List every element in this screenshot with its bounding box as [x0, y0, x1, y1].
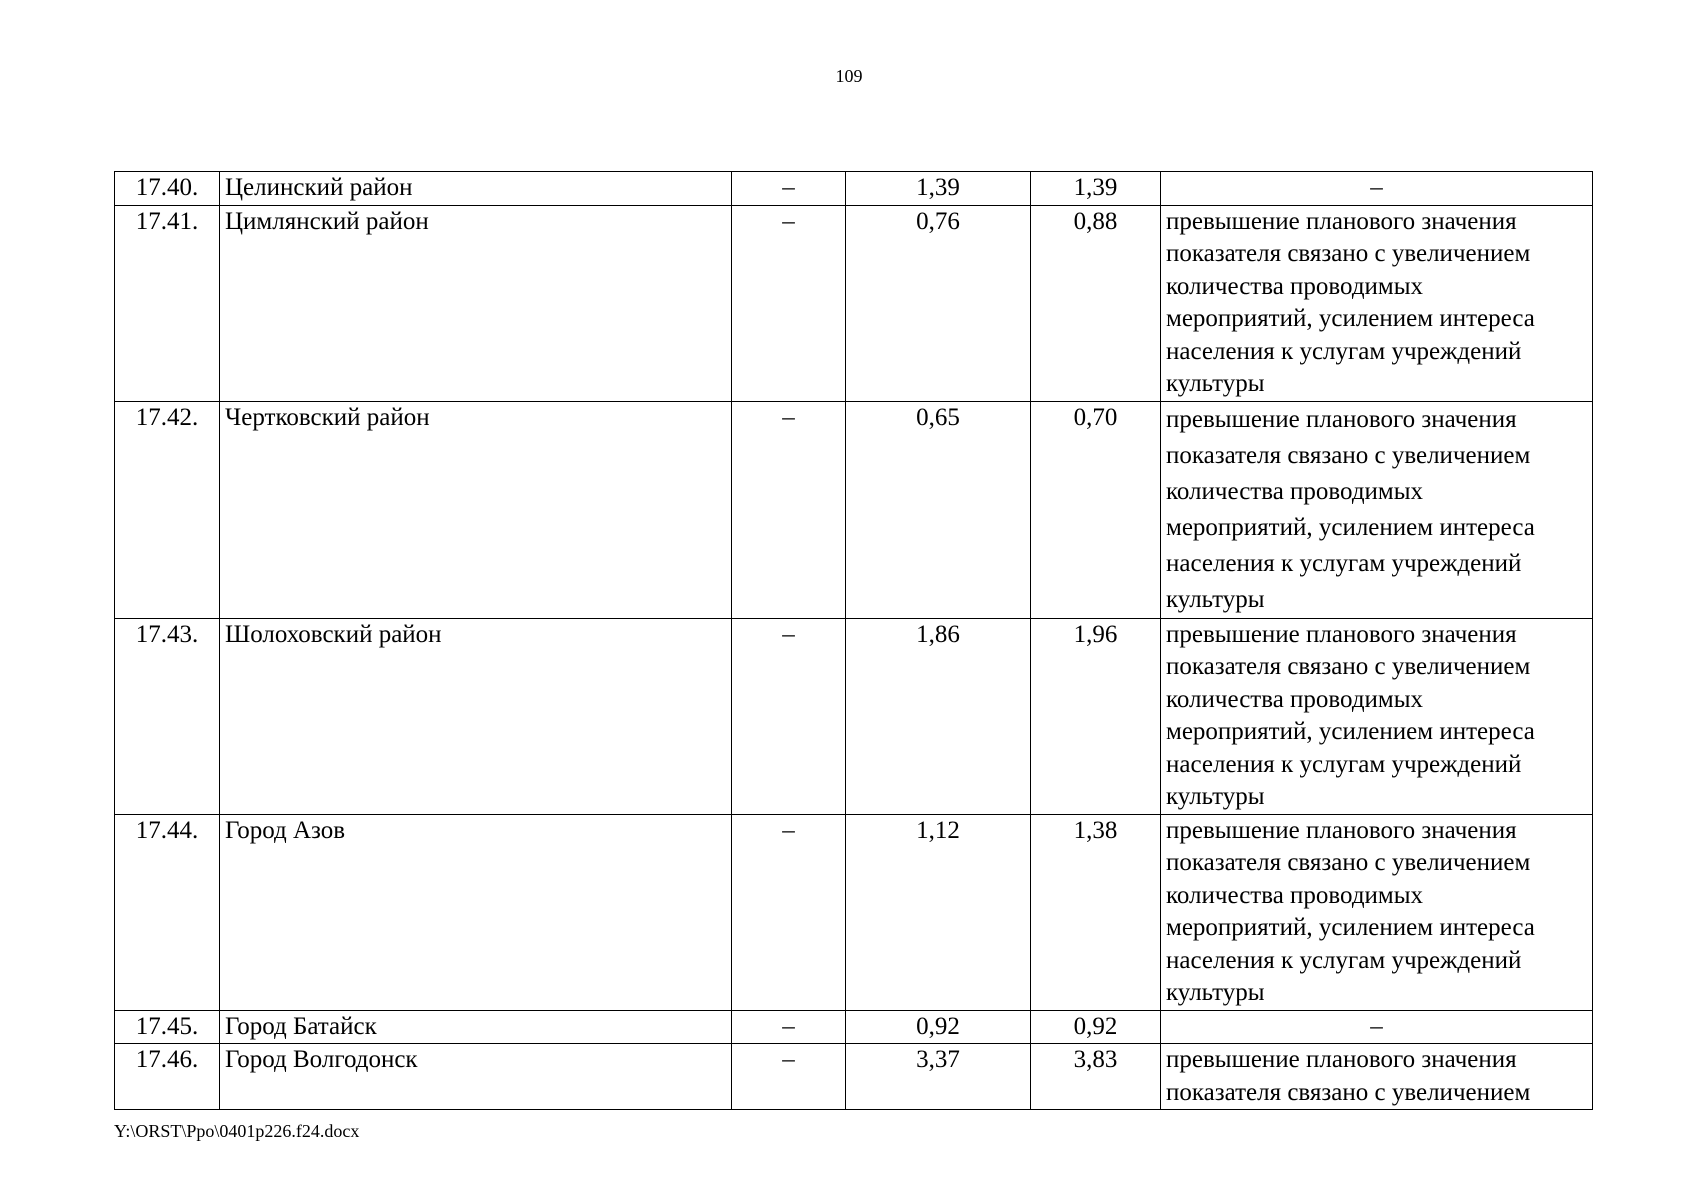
- deviation-note: –: [1161, 172, 1593, 206]
- actual-value: 1,38: [1031, 814, 1161, 1010]
- table-row: [115, 1010, 1593, 1044]
- table-row: [115, 618, 1593, 814]
- planned-value: 1,12: [846, 814, 1031, 1010]
- row-number: 17.45.: [115, 1010, 220, 1044]
- planned-value: 0,76: [846, 205, 1031, 401]
- deviation-note: превышение планового значения показателя связано с увеличением количества проводимых мероприятий, усилением интереса населения к услугам учреждений культуры: [1161, 618, 1593, 814]
- table-row: [115, 205, 1593, 401]
- deviation-note: –: [1161, 1010, 1593, 1044]
- actual-value: 3,83: [1031, 1044, 1161, 1110]
- empty-value-dash: –: [732, 618, 846, 814]
- table-row: [115, 401, 1593, 618]
- deviation-note: превышение планового значения показателя связано с увеличением количества проводимых мероприятий, усилением интереса населения к услугам учреждений культуры: [1161, 401, 1593, 618]
- table-row: [115, 814, 1593, 1010]
- table-row: [115, 1044, 1593, 1110]
- row-number: 17.44.: [115, 814, 220, 1010]
- row-number: 17.46.: [115, 1044, 220, 1110]
- planned-value: 1,86: [846, 618, 1031, 814]
- municipality-name: Целинский район: [220, 172, 732, 206]
- empty-value-dash: –: [732, 172, 846, 206]
- deviation-note: превышение планового значения показателя связано с увеличением количества проводимых мероприятий, усилением интереса населения к услугам учреждений культуры: [1161, 205, 1593, 401]
- actual-value: 1,96: [1031, 618, 1161, 814]
- deviation-note: превышение планового значения показателя связано с увеличением: [1161, 1044, 1593, 1110]
- planned-value: 0,65: [846, 401, 1031, 618]
- municipality-name: Город Азов: [220, 814, 732, 1010]
- row-number: 17.42.: [115, 401, 220, 618]
- municipality-name: Город Батайск: [220, 1010, 732, 1044]
- municipality-name: Чертковский район: [220, 401, 732, 618]
- actual-value: 0,92: [1031, 1010, 1161, 1044]
- row-number: 17.40.: [115, 172, 220, 206]
- planned-value: 1,39: [846, 172, 1031, 206]
- municipality-name: Цимлянский район: [220, 205, 732, 401]
- actual-value: 0,88: [1031, 205, 1161, 401]
- actual-value: 0,70: [1031, 401, 1161, 618]
- empty-value-dash: –: [732, 205, 846, 401]
- empty-value-dash: –: [732, 401, 846, 618]
- planned-value: 3,37: [846, 1044, 1031, 1110]
- document-file-path: Y:\ORST\Ppo\0401p226.f24.docx: [114, 1121, 360, 1141]
- planned-value: 0,92: [846, 1010, 1031, 1044]
- deviation-note: превышение планового значения показателя связано с увеличением количества проводимых мероприятий, усилением интереса населения к услугам учреждений культуры: [1161, 814, 1593, 1010]
- row-number: 17.43.: [115, 618, 220, 814]
- page-number: 109: [835, 66, 863, 86]
- row-number: 17.41.: [115, 205, 220, 401]
- indicator-table: [114, 171, 1593, 1110]
- municipality-name: Город Волгодонск: [220, 1044, 732, 1110]
- table-row: [115, 172, 1593, 206]
- empty-value-dash: –: [732, 1010, 846, 1044]
- actual-value: 1,39: [1031, 172, 1161, 206]
- empty-value-dash: –: [732, 1044, 846, 1110]
- municipality-name: Шолоховский район: [220, 618, 732, 814]
- empty-value-dash: –: [732, 814, 846, 1010]
